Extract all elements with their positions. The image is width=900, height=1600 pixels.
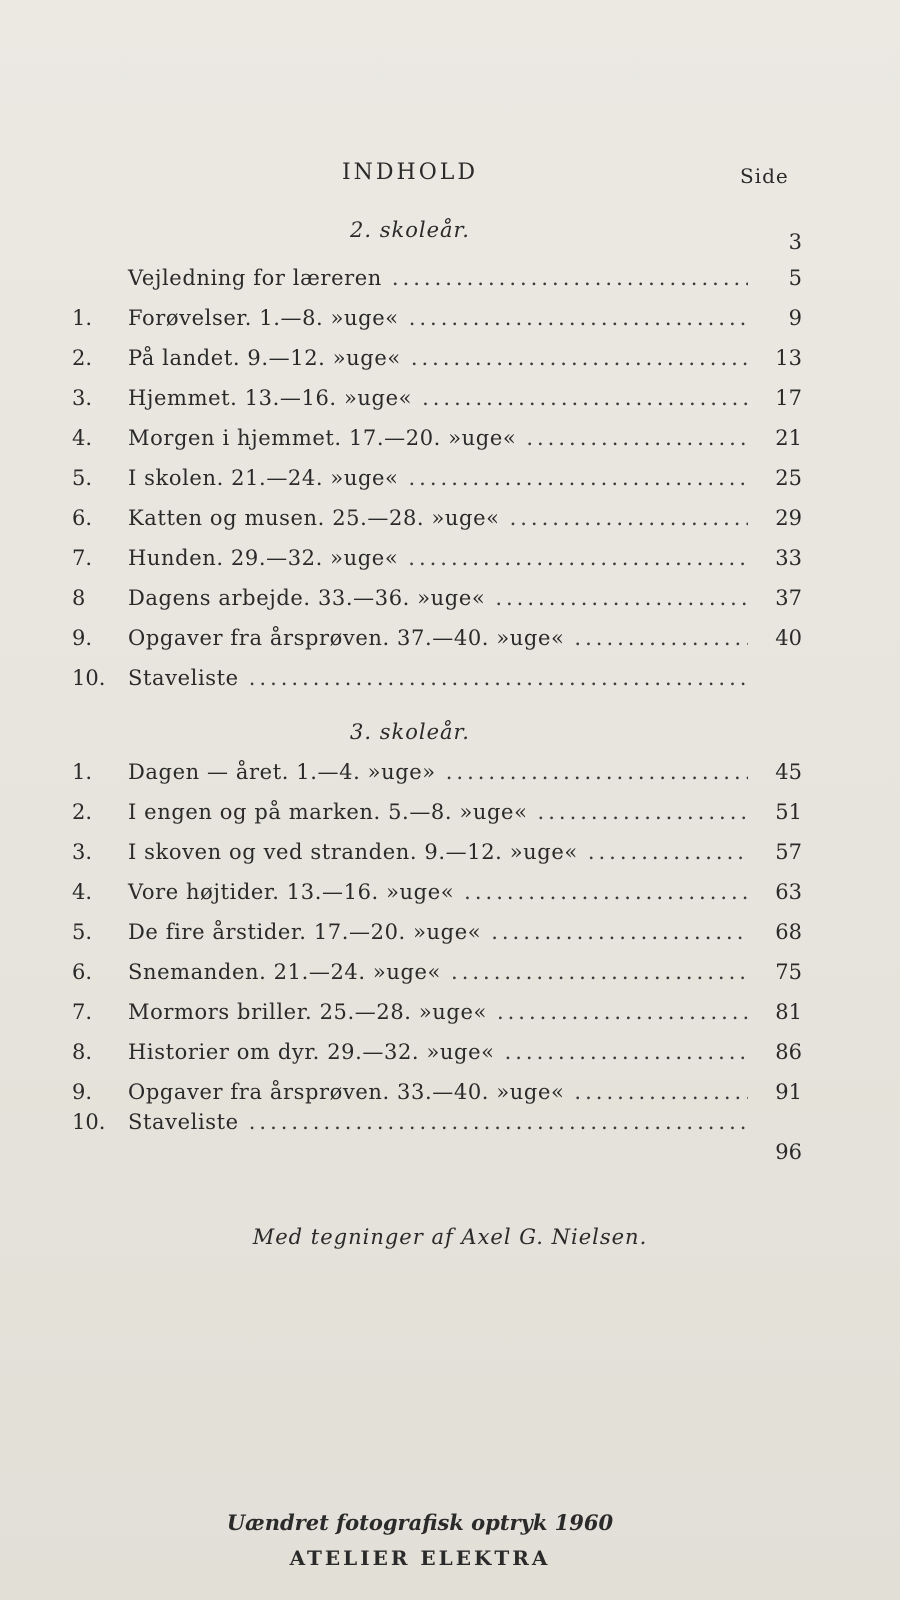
toc-page-number: 40: [775, 626, 802, 650]
reprint-note: Uændret fotografisk optryk 1960: [226, 1510, 614, 1535]
dot-leader: [408, 546, 748, 570]
toc-page-number: 5: [788, 266, 802, 290]
toc-number: 2.: [72, 346, 93, 370]
section3-last-page: 96: [775, 1140, 802, 1164]
toc-number: 8.: [72, 1040, 93, 1064]
toc-row: [72, 920, 802, 956]
toc-number: 3.: [72, 386, 93, 410]
toc-title: Morgen i hjemmet. 17.—20. »uge«: [128, 426, 517, 450]
toc-number: 7.: [72, 1000, 93, 1024]
dot-leader: [451, 960, 748, 984]
dot-leader: [409, 306, 748, 330]
dot-leader: [411, 346, 748, 370]
toc-title: Opgaver fra årsprøven. 33.—40. »uge«: [128, 1080, 565, 1104]
toc-row: [72, 506, 802, 542]
section-title-3: 3. skoleår.: [350, 720, 470, 744]
dot-leader: [574, 1080, 748, 1104]
toc-row: [72, 840, 802, 876]
toc-number: 9.: [72, 626, 93, 650]
toc-number: 8: [72, 586, 86, 610]
publisher-name: ATELIER ELEKTRA: [289, 1546, 551, 1570]
toc-title: Dagen — året. 1.—4. »uge»: [128, 760, 436, 784]
toc-number: 5.: [72, 920, 93, 944]
toc-row: [72, 386, 802, 422]
toc-page-number: 63: [775, 880, 802, 904]
toc-row: [72, 586, 802, 622]
toc-page-number: 86: [775, 1040, 802, 1064]
toc-row: [72, 666, 802, 702]
dot-leader: [497, 1000, 748, 1024]
toc-number: 1.: [72, 306, 93, 330]
toc-number: 6.: [72, 506, 93, 530]
section-title-2: 2. skoleår.: [350, 218, 470, 242]
dot-leader: [574, 626, 748, 650]
toc-number: 4.: [72, 426, 93, 450]
toc-page-number: 17: [775, 386, 802, 410]
toc-page-number: 45: [775, 760, 802, 784]
toc-number: 10.: [72, 666, 106, 690]
toc-page-number: 21: [775, 426, 802, 450]
toc-number: 10.: [72, 1110, 106, 1134]
toc-number: 1.: [72, 760, 93, 784]
toc-page-number: 57: [775, 840, 802, 864]
toc-title: Historier om dyr. 29.—32. »uge«: [128, 1040, 495, 1064]
toc-number: 2.: [72, 800, 93, 824]
illustration-credit: Med tegninger af Axel G. Nielsen.: [252, 1225, 648, 1249]
dot-leader: [526, 426, 748, 450]
toc-page-number: 51: [775, 800, 802, 824]
page-title: INDHOLD: [341, 160, 479, 185]
dot-leader: [495, 586, 748, 610]
toc-row: [72, 466, 802, 502]
dot-leader: [510, 506, 748, 530]
toc-page-number: 13: [775, 346, 802, 370]
toc-row: [72, 760, 802, 796]
toc-number: 4.: [72, 880, 93, 904]
toc-page-number: 68: [775, 920, 802, 944]
dot-leader: [249, 666, 748, 690]
toc-title: Katten og musen. 25.—28. »uge«: [128, 506, 500, 530]
toc-row: [72, 800, 802, 836]
dot-leader: [249, 1110, 748, 1134]
toc-title: Dagens arbejde. 33.—36. »uge«: [128, 586, 486, 610]
toc-title: Hjemmet. 13.—16. »uge«: [128, 386, 413, 410]
toc-page-number: 37: [775, 586, 802, 610]
toc-row: [72, 626, 802, 662]
toc-title: Staveliste: [128, 1110, 239, 1134]
dot-leader: [446, 760, 748, 784]
toc-page-number: 29: [775, 506, 802, 530]
dot-leader: [538, 800, 748, 824]
toc-title: I engen og på marken. 5.—8. »uge«: [128, 800, 528, 824]
toc-title: Vore højtider. 13.—16. »uge«: [128, 880, 455, 904]
toc-page-number: 25: [775, 466, 802, 490]
toc-row: [72, 1040, 802, 1076]
toc-title: Forøvelser. 1.—8. »uge«: [128, 306, 399, 330]
toc-title: Staveliste: [128, 666, 239, 690]
toc-number: 9.: [72, 1080, 93, 1104]
toc-title: Vejledning for læreren: [128, 266, 382, 290]
side-column-label: Side: [740, 164, 789, 188]
toc-row: [72, 880, 802, 916]
dot-leader: [491, 920, 748, 944]
toc-title: Opgaver fra årsprøven. 37.—40. »uge«: [128, 626, 565, 650]
toc-title: Mormors briller. 25.—28. »uge«: [128, 1000, 487, 1024]
toc-title: I skolen. 21.—24. »uge«: [128, 466, 399, 490]
toc-page-number: 75: [775, 960, 802, 984]
section2-first-page: 3: [788, 230, 802, 254]
toc-row: [72, 960, 802, 996]
toc-row: [72, 266, 802, 302]
dot-leader: [422, 386, 748, 410]
toc-row: [72, 306, 802, 342]
toc-row: [72, 1110, 802, 1146]
toc-row: [72, 426, 802, 462]
toc-row: [72, 346, 802, 382]
toc-row: [72, 546, 802, 582]
toc-page-number: 91: [775, 1080, 802, 1104]
toc-title: Hunden. 29.—32. »uge«: [128, 546, 399, 570]
toc-title: I skoven og ved stranden. 9.—12. »uge«: [128, 840, 578, 864]
toc-row: [72, 1000, 802, 1036]
toc-title: Snemanden. 21.—24. »uge«: [128, 960, 442, 984]
dot-leader: [588, 840, 748, 864]
dot-leader: [392, 266, 748, 290]
dot-leader: [409, 466, 749, 490]
toc-title: De fire årstider. 17.—20. »uge«: [128, 920, 482, 944]
toc-page-number: 81: [775, 1000, 802, 1024]
toc-page-number: 33: [775, 546, 802, 570]
toc-number: 7.: [72, 546, 93, 570]
dot-leader: [505, 1040, 748, 1064]
dot-leader: [464, 880, 748, 904]
toc-number: 3.: [72, 840, 93, 864]
toc-number: 6.: [72, 960, 93, 984]
toc-page-number: 9: [788, 306, 802, 330]
toc-title: På landet. 9.—12. »uge«: [128, 346, 401, 370]
toc-number: 5.: [72, 466, 93, 490]
